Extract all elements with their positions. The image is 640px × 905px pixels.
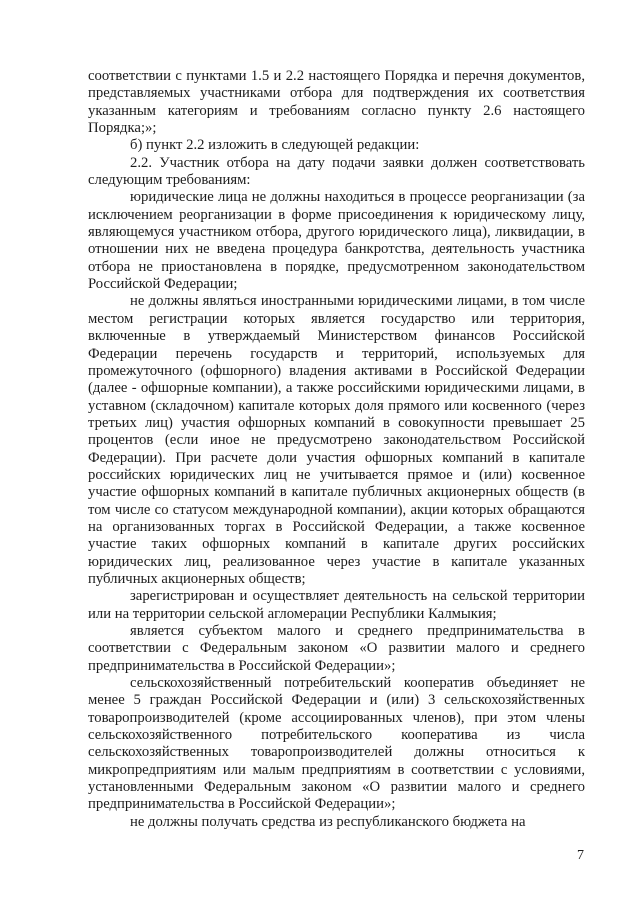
paragraph-requirement-reorganization: юридические лица не должны находиться в процессе реорганизации (за исключением реорганизации в форме присоединения к юридическому лицу, являющемуся участником отбора, другого юридического лица), ликвидации, в отношении них не введена процедура банкротства, деятельность участника отбора не приостановлена в порядке, предусмотренном законодательством Российской Федерации;: [88, 189, 585, 293]
paragraph-continuation: соответствии с пунктами 1.5 и 2.2 настоящего Порядка и перечня документов, представляемых участниками отбора для подтверждения их соответствия указанным категориям и требованиям согласно пункту 2.6 настоящего Порядка;»;: [88, 68, 585, 137]
paragraph-requirement-cooperative: сельскохозяйственный потребительский кооператив объединяет не менее 5 граждан Российской Федерации и (или) 3 сельскохозяйственных товаропроизводителей (кроме ассоциированных членов), при этом члены сельскохозяйственного потребительского кооператива из числа сельскохозяйственных товаропроизводителей должны относиться к микропредприятиям или малым предприятиям в соответствии с условиями, установленными Федеральным законом «О развитии малого и среднего предпринимательства в Российской Федерации»;: [88, 675, 585, 813]
paragraph-clause-2-2: 2.2. Участник отбора на дату подачи заявки должен соответствовать следующим требованиям:: [88, 154, 585, 189]
paragraph-requirement-offshore: не должны являться иностранными юридическими лицами, в том числе местом регистрации которых является государство или территория, включенные в утверждаемый Министерством финансов Российской Федерации перечень государств и территорий, используемых для промежуточного (офшорного) владения активами в Российской Федерации (далее - офшорные компании), а также российскими юридическими лицами, в уставном (складочном) капитале которых доля прямого или косвенного (через третьих лиц) участия офшорных компаний в совокупности превышает 25 процентов (если иное не предусмотрено законодательством Российской Федерации). При расчете доли участия офшорных компаний в капитале российских юридических лиц не учитывается прямое и (или) косвенное участие офшорных компаний в капитале публичных акционерных обществ (в том числе со статусом международной компании), акции которых обращаются на организованных торгах в Российской Федерации, а также косвенное участие таких офшорных компаний в капитале других российских юридических лиц, реализованное через участие в капитале указанных публичных акционерных обществ;: [88, 293, 585, 587]
paragraph-requirement-budget: не должны получать средства из республиканского бюджета на: [130, 813, 526, 830]
document-body: [88, 68, 585, 831]
page-number: 7: [577, 848, 584, 863]
paragraph-amendment-b: б) пункт 2.2 изложить в следующей редакции:: [130, 137, 420, 154]
paragraph-requirement-sme: является субъектом малого и среднего предпринимательства в соответствии с Федеральным законом «О развитии малого и среднего предпринимательства в Российской Федерации»;: [88, 623, 585, 674]
paragraph-requirement-registration: зарегистрирован и осуществляет деятельность на сельской территории или на территории сельской агломерации Республики Калмыкия;: [88, 588, 585, 622]
